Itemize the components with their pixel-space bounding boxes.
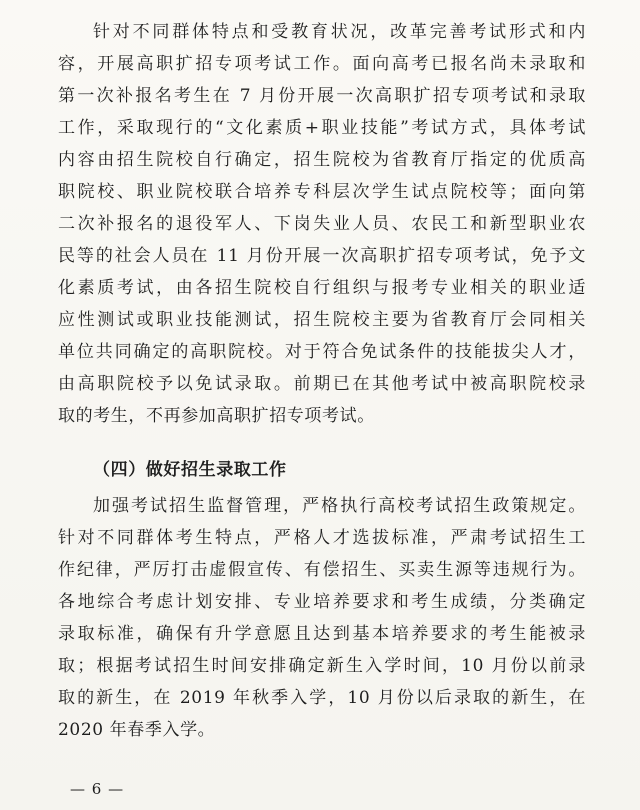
text-line: 第一次补报名考生在 7 月份开展一次高职扩招专项考试和录取: [58, 86, 586, 106]
text-line: 民等的社会人员在 11 月份开展一次高职扩招专项考试，免予文: [58, 246, 586, 266]
text-line: 化素质考试，由各招生院校自行组织与报考专业相关的职业适: [58, 278, 586, 298]
text-line: 职院校、职业院校联合培养专科层次学生试点院校等；面向第: [58, 182, 586, 202]
text-line: 取；根据考试招生时间安排确定新生入学时间，10 月份以前录: [58, 656, 586, 676]
text-line: 二次补报名的退役军人、下岗失业人员、农民工和新型职业农: [58, 214, 586, 234]
paragraph-exam-reform: [58, 22, 586, 438]
text-line: 由高职院校予以免试录取。前期已在其他考试中被高职院校录: [58, 374, 586, 394]
text-line: 加强考试招生监督管理，严格执行高校考试招生政策规定。: [93, 496, 586, 516]
text-line: 单位共同确定的高职院校。对于符合免试条件的技能拔尖人才，: [58, 342, 586, 362]
text-line: 取的新生，在 2019 年秋季入学，10 月份以后录取的新生，在: [58, 688, 586, 708]
text-line: 2020 年春季入学。: [58, 720, 216, 740]
text-line: 针对不同群体特点和受教育状况，改革完善考试形式和内: [93, 22, 586, 42]
text-line: 各地综合考虑计划安排、专业培养要求和考生成绩，分类确定: [58, 592, 586, 612]
text-line: 录取标准，确保有升学意愿且达到基本培养要求的考生能被录: [58, 624, 586, 644]
text-line: 作纪律，严厉打击虚假宣传、有偿招生、买卖生源等违规行为。: [58, 560, 586, 580]
page-number: — 6 —: [70, 780, 125, 798]
paragraph-admission: [58, 496, 586, 752]
text-line: 取的考生，不再参加高职扩招专项考试。: [58, 406, 375, 426]
section-heading: （四）做好招生录取工作: [93, 460, 287, 480]
text-line: 内容由招生院校自行确定，招生院校为省教育厅指定的优质高: [58, 150, 586, 170]
text-line: 工作，采取现行的“文化素质+职业技能”考试方式，具体考试: [58, 118, 586, 138]
text-line: 针对不同群体考生特点，严格人才选拔标准，严肃考试招生工: [58, 528, 586, 548]
text-line: 容，开展高职扩招专项考试工作。面向高考已报名尚未录取和: [58, 54, 586, 74]
text-line: 应性测试或职业技能测试，招生院校主要为省教育厅会同相关: [58, 310, 586, 330]
